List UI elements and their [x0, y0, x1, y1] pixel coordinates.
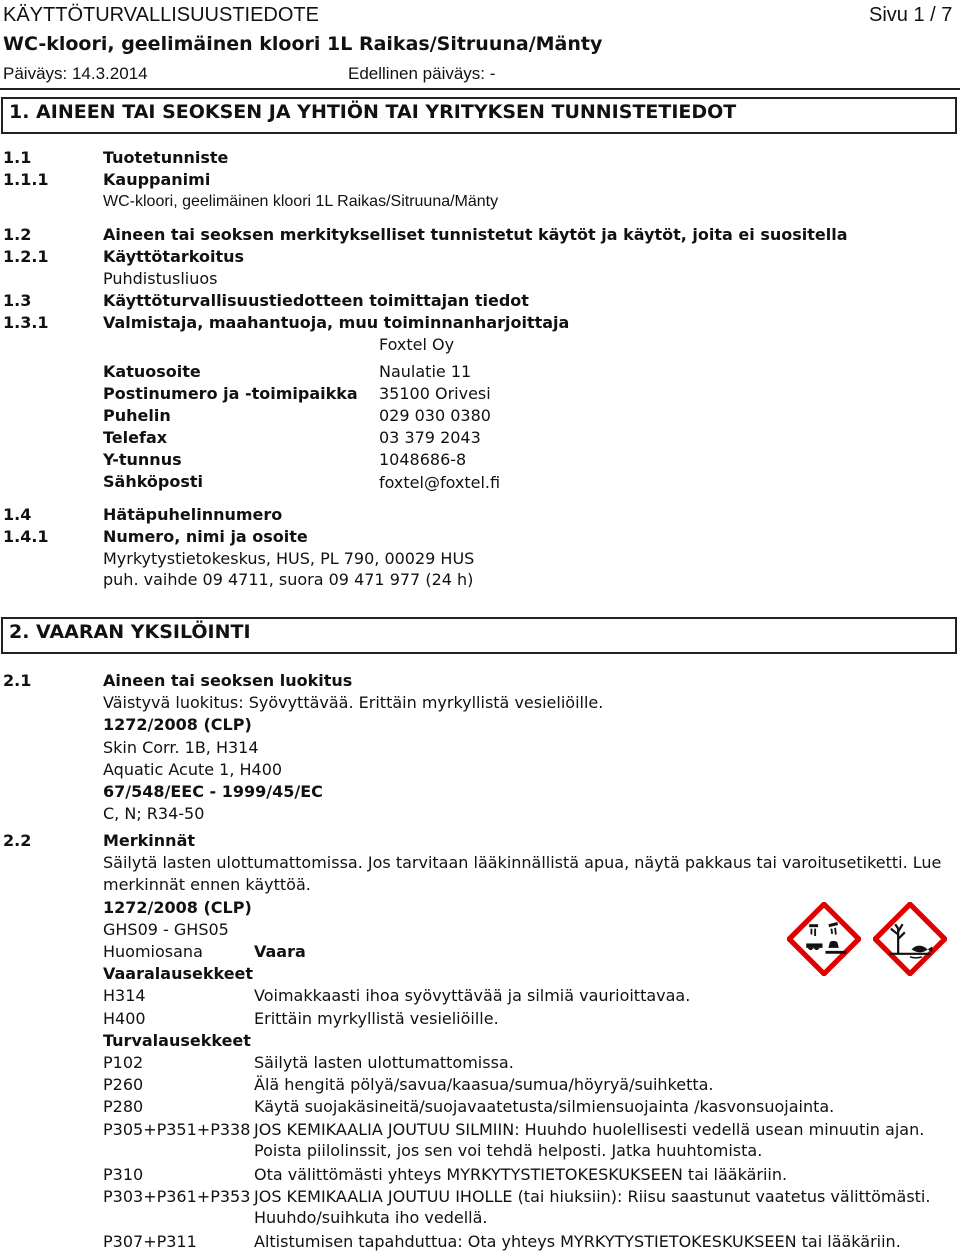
company-name: Foxtel Oy [379, 335, 455, 354]
regulation-heading: 1272/2008 (CLP) [103, 898, 252, 917]
item-number: 1.1.1 [3, 170, 49, 189]
precaution-text-cont: Huuhdo/suihkuta iho vedellä. [254, 1208, 488, 1227]
legacy-classification: Väistyvä luokitus: Syövyttävää. Erittäin myrkyllistä vesieliöille. [103, 693, 604, 712]
previous-date: Edellinen päiväys: - [348, 64, 496, 83]
regulation-heading: 1272/2008 (CLP) [103, 715, 252, 734]
contact-email[interactable]: foxtel@foxtel.fi [379, 473, 501, 492]
hazard-text: Voimakkaasti ihoa syövyttävää ja silmiä vaurioittavaa. [254, 986, 691, 1005]
precaution-text: Ota välittömästi yhteys MYRKYTYSTIETOKESKUKSEEN tai lääkäriin. [254, 1165, 788, 1184]
precaution-code: P280 [103, 1097, 144, 1116]
contact-value: 1048686-8 [379, 450, 467, 469]
precaution-text: Älä hengitä pölyä/savua/kaasua/sumua/höyryä/suihketta. [254, 1075, 714, 1094]
signal-word: Vaara [254, 942, 306, 961]
document-type: KÄYTTÖTURVALLISUUSTIEDOTE [3, 4, 319, 26]
item-number: 1.3 [3, 291, 32, 310]
intended-use: Puhdistusliuos [103, 269, 218, 288]
item-heading: Valmistaja, maahantuoja, muu toiminnanharjoittaja [103, 313, 570, 332]
contact-label: Postinumero ja -toimipaikka [103, 384, 358, 403]
header-rule [0, 88, 960, 90]
section-1-header [1, 97, 957, 134]
corrosion-icon [787, 902, 861, 976]
item-number: 1.1 [3, 148, 32, 167]
section-2-header [1, 617, 957, 654]
precaution-text: JOS KEMIKAALIA JOUTUU IHOLLE (tai hiuksiin): Riisu saastunut vaatetus välittömästi. [254, 1187, 931, 1206]
section-1-title: 1. AINEEN TAI SEOKSEN JA YHTIÖN TAI YRITYKSEN TUNNISTETIEDOT [9, 101, 737, 123]
item-heading: Hätäpuhelinnumero [103, 505, 283, 524]
contact-label: Katuosoite [103, 362, 201, 381]
item-number: 1.2.1 [3, 247, 49, 266]
trade-name: WC-kloori, geelimäinen kloori 1L Raikas/Sitruuna/Mänty [103, 193, 499, 210]
precaution-code: P303+P361+P353 [103, 1187, 251, 1206]
item-heading: Käyttöturvallisuustiedotteen toimittajan tiedot [103, 291, 529, 310]
label-advice: merkinnät ennen käyttöä. [103, 875, 311, 894]
item-heading: Tuotetunniste [103, 148, 229, 167]
precaution-heading: Turvalausekkeet [103, 1031, 251, 1050]
precaution-code: P310 [103, 1165, 144, 1184]
contact-label: Sähköposti [103, 472, 204, 491]
item-heading: Aineen tai seoksen luokitus [103, 671, 353, 690]
contact-label: Puhelin [103, 406, 171, 425]
contact-value: Naulatie 11 [379, 362, 472, 381]
dsd-classification: C, N; R34-50 [103, 804, 205, 823]
contact-value: 029 030 0380 [379, 406, 491, 425]
product-title: WC-kloori, geelimäinen kloori 1L Raikas/Sitruuna/Mänty [3, 33, 603, 55]
hazard-code: H314 [103, 986, 146, 1005]
item-number: 1.4 [3, 505, 32, 524]
precaution-text: Säilytä lasten ulottumattomissa. [254, 1053, 514, 1072]
clp-classification: Aquatic Acute 1, H400 [103, 760, 283, 779]
signal-word-label: Huomiosana [103, 942, 203, 961]
clp-classification: Skin Corr. 1B, H314 [103, 738, 259, 757]
contact-value: 35100 Orivesi [379, 384, 491, 403]
precaution-code: P305+P351+P338 [103, 1120, 251, 1139]
page-number: Sivu 1 / 7 [869, 4, 953, 26]
item-heading: Kauppanimi [103, 170, 211, 189]
item-heading: Aineen tai seoksen merkitykselliset tunnistetut käytöt ja käytöt, joita ei suositella [103, 225, 848, 244]
item-heading: Merkinnät [103, 831, 196, 850]
precaution-code: P102 [103, 1053, 144, 1072]
contact-value: 03 379 2043 [379, 428, 481, 447]
issue-date: Päiväys: 14.3.2014 [3, 64, 148, 83]
regulation-heading: 67/548/EEC - 1999/45/EC [103, 782, 323, 801]
precaution-code: P260 [103, 1075, 144, 1094]
item-number: 1.3.1 [3, 313, 49, 332]
precaution-text: Altistumisen tapahduttua: Ota yhteys MYRKYTYSTIETOKESKUKSEEN tai lääkäriin. [254, 1232, 901, 1251]
label-advice: Säilytä lasten ulottumattomissa. Jos tarvitaan lääkinnällistä apua, näytä pakkaus tai varoitusetiketti. Lue [103, 853, 942, 872]
emergency-phone: puh. vaihde 09 4711, suora 09 471 977 (24 h) [103, 570, 474, 589]
item-number: 2.2 [3, 831, 32, 850]
precaution-text: JOS KEMIKAALIA JOUTUU SILMIIN: Huuhdo huolellisesti vedellä usean minuutin ajan. [254, 1120, 925, 1139]
item-number: 2.1 [3, 671, 32, 690]
contact-label: Telefax [103, 428, 168, 447]
precaution-code: P307+P311 [103, 1232, 197, 1251]
hazard-text: Erittäin myrkyllistä vesieliöille. [254, 1009, 499, 1028]
ghs-codes: GHS09 - GHS05 [103, 920, 229, 939]
precaution-text-cont: Poista piilolinssit, jos sen voi tehdä helposti. Jatka huuhtomista. [254, 1141, 763, 1160]
hazard-heading: Vaaralausekkeet [103, 964, 254, 983]
contact-label: Y-tunnus [103, 450, 182, 469]
item-heading: Käyttötarkoitus [103, 247, 245, 266]
item-number: 1.2 [3, 225, 32, 244]
item-heading: Numero, nimi ja osoite [103, 527, 308, 546]
emergency-address: Myrkytystietokeskus, HUS, PL 790, 00029 HUS [103, 549, 475, 568]
hazard-code: H400 [103, 1009, 146, 1028]
environment-icon [873, 902, 947, 976]
precaution-text: Käytä suojakäsineitä/suojavaatetusta/silmiensuojainta /kasvonsuojainta. [254, 1097, 835, 1116]
section-2-title: 2. VAARAN YKSILÖINTI [9, 621, 251, 643]
item-number: 1.4.1 [3, 527, 49, 546]
